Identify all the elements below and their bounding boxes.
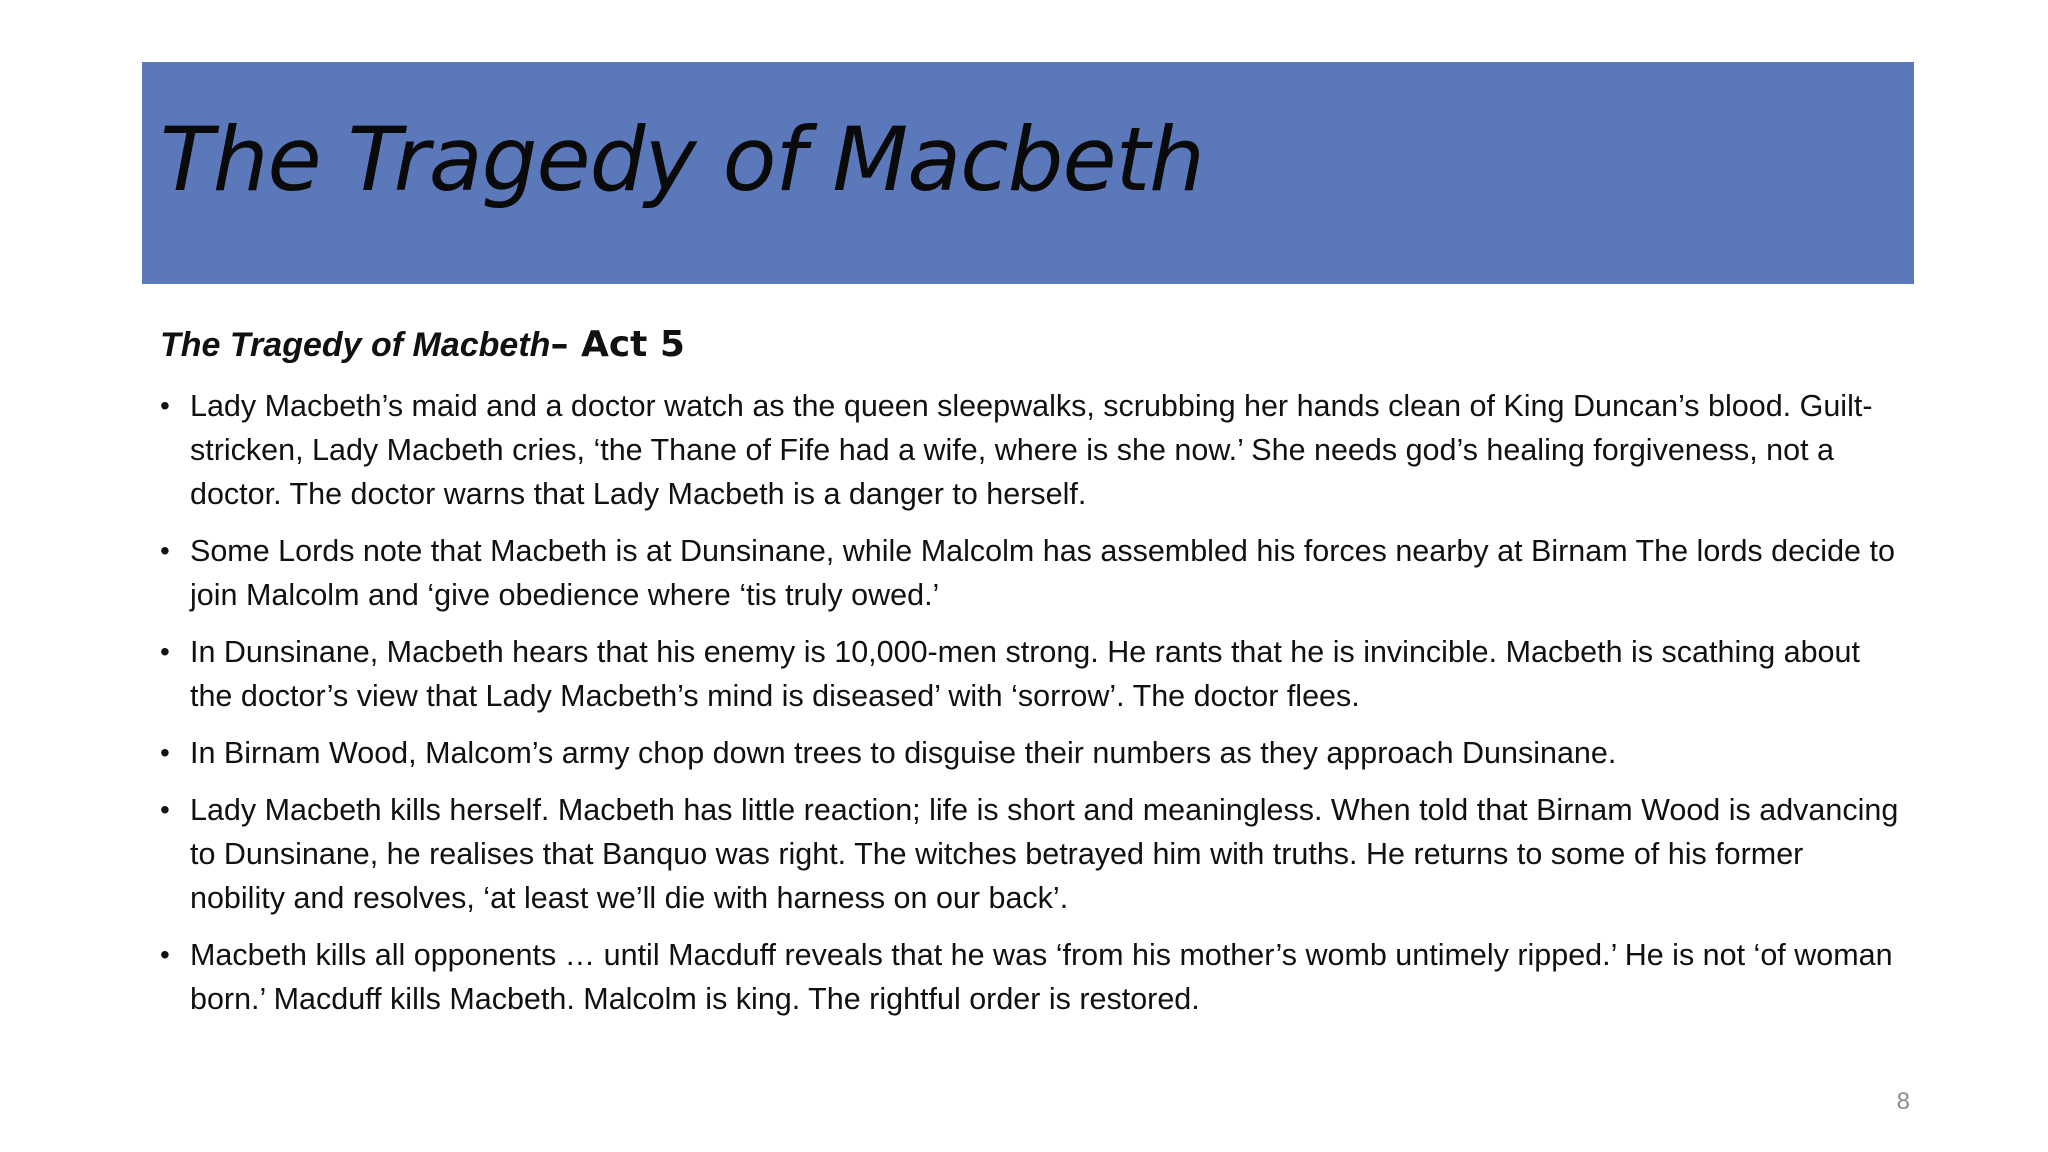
bullet-item bbox=[160, 630, 1900, 718]
bullet-text: Some Lords note that Macbeth is at Dunsinane, while Malcolm has assembled his forces nearby at Birnam The lords decide to join Malcolm and ‘give obedience where ‘tis truly owed.’ bbox=[190, 534, 1895, 612]
bullet-text: Lady Macbeth kills herself. Macbeth has little reaction; life is short and meaningless. When told that Birnam Wood is advancing to Dunsinane, he realises that Banquo was right. The witches betrayed him with truths. He returns to some of his former nobility and resolves, ‘at least we’ll die with harness on our back’. bbox=[190, 793, 1899, 915]
bullet-icon: • bbox=[160, 794, 170, 825]
bullet-list bbox=[160, 384, 1900, 1021]
bullet-icon: • bbox=[160, 636, 170, 667]
bullet-icon: • bbox=[160, 390, 170, 421]
bullet-icon: • bbox=[160, 737, 170, 768]
bullet-icon: • bbox=[160, 535, 170, 566]
bullet-item bbox=[160, 933, 1900, 1021]
bullet-icon: • bbox=[160, 939, 170, 970]
section-heading bbox=[160, 318, 1900, 372]
slide-content bbox=[160, 318, 1900, 1034]
bullet-text: In Dunsinane, Macbeth hears that his enemy is 10,000-men strong. He rants that he is invincible. Macbeth is scathing about the doctor’s view that Lady Macbeth’s mind is diseased’ with ‘sorrow’. The doctor flees. bbox=[190, 635, 1860, 713]
bullet-text: In Birnam Wood, Malcom’s army chop down trees to disguise their numbers as they approach Dunsinane. bbox=[190, 736, 1617, 770]
bullet-text: Macbeth kills all opponents … until Macduff reveals that he was ‘from his mother’s womb untimely ripped.’ He is not ‘of woman born.’ Macduff kills Macbeth. Malcolm is king. The rightful order is restored. bbox=[190, 938, 1893, 1016]
bullet-item bbox=[160, 731, 1900, 775]
bullet-item bbox=[160, 384, 1900, 516]
bullet-text: Lady Macbeth’s maid and a doctor watch as the queen sleepwalks, scrubbing her hands clean of King Duncan’s blood. Guilt-stricken, Lady Macbeth cries, ‘the Thane of Fife had a wife, where is she now.’ She needs god’s healing forgiveness, not a doctor. The doctor warns that Lady Macbeth is a danger to herself. bbox=[190, 389, 1873, 511]
page-number: 8 bbox=[1896, 1088, 1910, 1115]
section-heading-play: The Tragedy of Macbeth bbox=[160, 326, 551, 364]
bullet-item bbox=[160, 788, 1900, 920]
slide-title: The Tragedy of Macbeth bbox=[160, 108, 1204, 211]
section-heading-act: – Act 5 bbox=[550, 324, 685, 365]
bullet-item bbox=[160, 529, 1900, 617]
title-banner bbox=[142, 62, 1914, 284]
